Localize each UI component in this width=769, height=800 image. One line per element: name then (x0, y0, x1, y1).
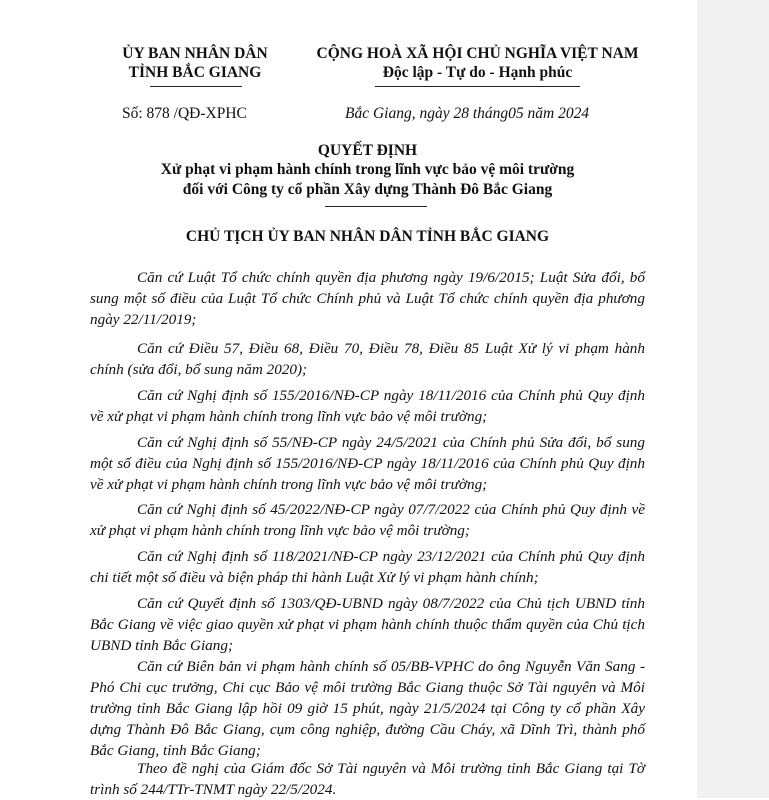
proposal-paragraph: Theo đề nghị của Giám đốc Sở Tài nguyên và Môi trường tỉnh Bắc Giang tại Tờ trình số 244/TTr-TNMT ngày 22/5/2024. (90, 760, 645, 798)
decision-subject-line-1: Xử phạt vi phạm hành chính trong lĩnh vực bảo vệ môi trường (160, 161, 575, 178)
legal-basis-paragraph: Căn cứ Nghị định số 155/2016/NĐ-CP ngày 18/11/2016 của Chính phủ Quy định về xử phạt vi phạm hành chính trong lĩnh vực bảo vệ môi trường; (90, 387, 645, 425)
viewer-side-panel (697, 0, 769, 798)
document-number: Số: 878 /QĐ-XPHC (122, 105, 247, 122)
legal-basis-paragraph: Căn cứ Nghị định số 45/2022/NĐ-CP ngày 07/7/2022 của Chính phủ Quy định về xử phạt vi phạm hành chính trong lĩnh vực bảo vệ môi trường; (90, 501, 645, 539)
national-motto: Độc lập - Tự do - Hạnh phúc (382, 64, 573, 81)
decision-title: QUYẾT ĐỊNH (317, 142, 418, 159)
legal-basis-paragraph: Căn cứ Nghị định số 55/NĐ-CP ngày 24/5/2021 của Chính phủ Sửa đổi, bổ sung một số điều của Nghị định số 155/2016/NĐ-CP ngày 18/11/2016 của Chính phủ Quy định về xử phạt vi phạm hành chính trong lĩnh vực bảo vệ môi trường; (90, 434, 645, 493)
legal-basis-paragraph: Căn cứ Nghị định số 118/2021/NĐ-CP ngày 23/12/2021 của Chính phủ Quy định chi tiết một số điều và biện pháp thi hành Luật Xử lý vi phạm hành chính; (90, 548, 645, 586)
national-title: CỘNG HOÀ XÃ HỘI CHỦ NGHĨA VIỆT NAM (316, 45, 639, 62)
issuer-underline (150, 86, 242, 87)
issuer-line-1: ỦY BAN NHÂN DÂN (122, 45, 268, 62)
issuer-line-2: TỈNH BẮC GIANG (128, 64, 262, 81)
motto-underline (375, 86, 580, 87)
legal-basis-paragraph: Căn cứ Biên bản vi phạm hành chính số 05/BB-VPHC do ông Nguyễn Văn Sang - Phó Chi cục trưởng, Chi cục Bảo vệ môi trường Bắc Giang thuộc Sở Tài nguyên và Môi trường tỉnh Bắc Giang lập hồi 09 giờ 15 phút, ngày 21/5/2024 tại Công ty cổ phần Xây dựng Thành Đô Bắc Giang, cụm công nghiệp, đường Cầu Cháy, xã Dĩnh Trì, thành phố Bắc Giang, tỉnh Bắc Giang; (90, 658, 645, 759)
issuing-authority: CHỦ TỊCH ỦY BAN NHÂN DÂN TỈNH BẮC GIANG (185, 228, 550, 245)
legal-basis-paragraph: Căn cứ Điều 57, Điều 68, Điều 70, Điều 78, Điều 85 Luật Xử lý vi phạm hành chính (sửa đổi, bổ sung năm 2020); (90, 340, 645, 378)
legal-basis-paragraph: Căn cứ Luật Tổ chức chính quyền địa phương ngày 19/6/2015; Luật Sửa đổi, bổ sung một số điều của Luật Tổ chức Chính phủ và Luật Tổ chức chính quyền địa phương ngày 22/11/2019; (90, 269, 645, 328)
subject-underline (325, 206, 427, 207)
place-date: Bắc Giang, ngày 28 tháng05 năm 2024 (345, 105, 590, 122)
legal-basis-paragraph: Căn cứ Quyết định số 1303/QĐ-UBND ngày 08/7/2022 của Chủ tịch UBND tỉnh Bắc Giang về việc giao quyền xử phạt vi phạm hành chính thuộc thẩm quyền của Chủ tịch UBND tỉnh Bắc Giang; (90, 595, 645, 654)
decision-subject-line-2: đối với Công ty cổ phần Xây dựng Thành Đô Bắc Giang (182, 181, 553, 198)
